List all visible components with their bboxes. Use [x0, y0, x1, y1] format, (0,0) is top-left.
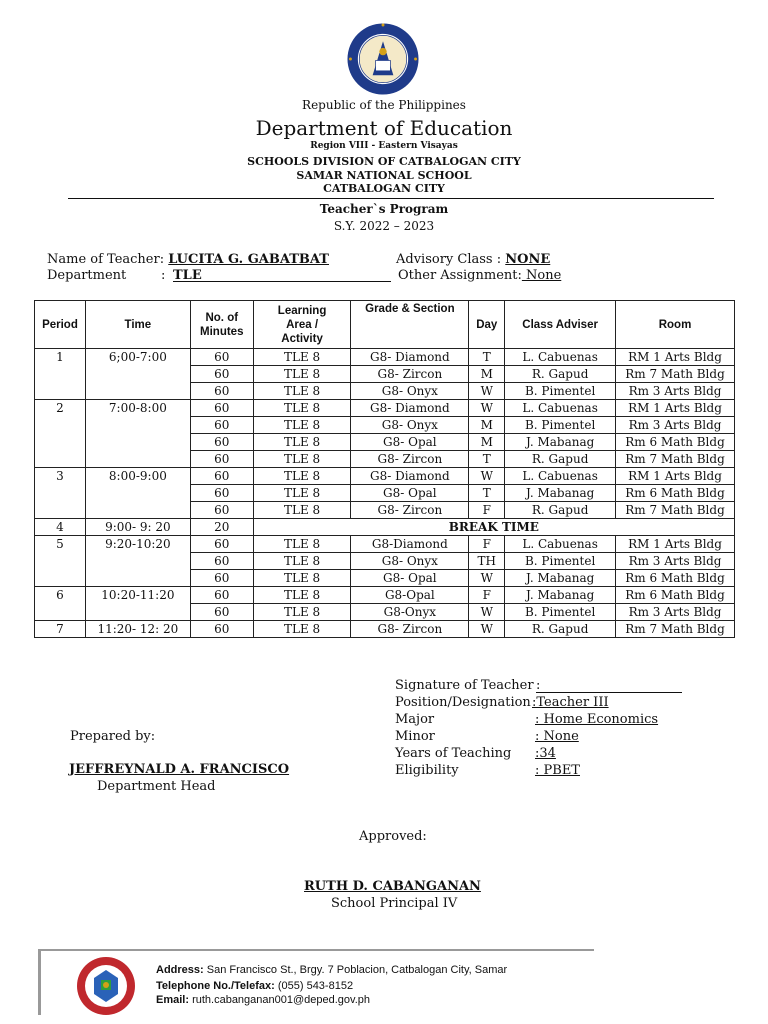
- cell-room: Rm 7 Math Bldg: [616, 366, 735, 383]
- cell-period: 1: [35, 349, 86, 366]
- cell-minutes: 60: [190, 587, 253, 604]
- approved-label: Approved:: [359, 829, 427, 844]
- school-seal-logo: [68, 956, 144, 1016]
- department-row: [47, 268, 202, 283]
- cell-time: [85, 570, 190, 587]
- department-title: Department of Education: [255, 116, 513, 140]
- cell-time: 8:00-9:00: [85, 468, 190, 485]
- cell-grade-section: G8- Opal: [351, 434, 469, 451]
- cell-time: 7:00-8:00: [85, 400, 190, 417]
- col-header-learning-area: Learning Area / Activity: [253, 301, 351, 349]
- footer-phone: Telephone No./Telefax: (055) 543-8152: [156, 980, 354, 992]
- cell-class-adviser: L. Cabuenas: [505, 349, 616, 366]
- cell-class-adviser: B. Pimentel: [505, 417, 616, 434]
- cell-room: Rm 3 Arts Bldg: [616, 417, 735, 434]
- cell-period: [35, 366, 86, 383]
- table-row: [35, 366, 735, 383]
- footer-email: Email: ruth.cabanganan001@deped.gov.ph: [156, 994, 371, 1006]
- cell-room: Rm 6 Math Bldg: [616, 485, 735, 502]
- region-line: Region VIII - Eastern Visayas: [310, 141, 458, 151]
- cell-learning-area: TLE 8: [253, 366, 351, 383]
- cell-room: Rm 3 Arts Bldg: [616, 383, 735, 400]
- cell-learning-area: TLE 8: [253, 621, 351, 638]
- cell-class-adviser: L. Cabuenas: [505, 400, 616, 417]
- signature-field-label: Major: [395, 712, 435, 727]
- other-assignment-label: Other Assignment:: [398, 268, 522, 283]
- col-header-class-adviser: Class Adviser: [505, 301, 616, 349]
- cell-time: [85, 417, 190, 434]
- signature-field-label: Years of Teaching: [395, 746, 512, 761]
- cell-grade-section: G8- Zircon: [351, 502, 469, 519]
- prepared-by-position: Department Head: [97, 779, 216, 794]
- cell-class-adviser: J. Mabanag: [505, 587, 616, 604]
- cell-time: [85, 383, 190, 400]
- cell-learning-area: TLE 8: [253, 434, 351, 451]
- cell-grade-section: G8-Diamond: [351, 536, 469, 553]
- signature-field-label: Minor: [395, 729, 435, 744]
- other-assignment-value: None: [521, 268, 562, 283]
- cell-break: BREAK TIME: [253, 519, 734, 536]
- cell-minutes: 60: [190, 383, 253, 400]
- table-row: [35, 587, 735, 604]
- cell-day: W: [469, 400, 505, 417]
- cell-class-adviser: L. Cabuenas: [505, 536, 616, 553]
- cell-time: [85, 366, 190, 383]
- cell-room: RM 1 Arts Bldg: [616, 468, 735, 485]
- cell-room: Rm 7 Math Bldg: [616, 621, 735, 638]
- cell-minutes: 60: [190, 400, 253, 417]
- teacher-name: LUCITA G. GABATBAT: [168, 252, 329, 267]
- cell-room: Rm 7 Math Bldg: [616, 451, 735, 468]
- cell-minutes: 60: [190, 417, 253, 434]
- cell-period: [35, 451, 86, 468]
- table-header-row: [35, 301, 735, 349]
- cell-day: T: [469, 349, 505, 366]
- cell-learning-area: TLE 8: [253, 553, 351, 570]
- cell-grade-section: G8- Opal: [351, 485, 469, 502]
- cell-grade-section: G8- Opal: [351, 570, 469, 587]
- department-label: Department: [47, 268, 127, 283]
- cell-time: 10:20-11:20: [85, 587, 190, 604]
- table-row: [35, 383, 735, 400]
- cell-time: 6;00-7:00: [85, 349, 190, 366]
- republic-line: Republic of the Philippines: [302, 98, 466, 112]
- cell-minutes: 60: [190, 553, 253, 570]
- cell-class-adviser: J. Mabanag: [505, 434, 616, 451]
- cell-learning-area: TLE 8: [253, 587, 351, 604]
- advisory-value: NONE: [505, 252, 551, 267]
- cell-time: [85, 502, 190, 519]
- cell-day: M: [469, 366, 505, 383]
- department-sep: :: [161, 268, 166, 283]
- cell-day: M: [469, 434, 505, 451]
- prepared-by-name: JEFFREYNALD A. FRANCISCO: [69, 762, 290, 777]
- approved-by-position: School Principal IV: [331, 896, 458, 911]
- cell-day: TH: [469, 553, 505, 570]
- col-header-room: Room: [616, 301, 735, 349]
- cell-period: [35, 485, 86, 502]
- cell-learning-area: TLE 8: [253, 485, 351, 502]
- cell-minutes: 60: [190, 434, 253, 451]
- cell-time: [85, 553, 190, 570]
- cell-time: [85, 451, 190, 468]
- cell-day: T: [469, 451, 505, 468]
- table-row: [35, 400, 735, 417]
- cell-minutes: 60: [190, 621, 253, 638]
- cell-room: Rm 6 Math Bldg: [616, 587, 735, 604]
- cell-period: 7: [35, 621, 86, 638]
- cell-minutes: 60: [190, 536, 253, 553]
- cell-minutes: 60: [190, 451, 253, 468]
- department-value: TLE: [173, 268, 391, 282]
- table-row: [35, 451, 735, 468]
- cell-class-adviser: B. Pimentel: [505, 604, 616, 621]
- cell-room: Rm 7 Math Bldg: [616, 502, 735, 519]
- cell-minutes: 60: [190, 468, 253, 485]
- cell-learning-area: TLE 8: [253, 604, 351, 621]
- cell-grade-section: G8- Diamond: [351, 400, 469, 417]
- cell-grade-section: G8- Onyx: [351, 417, 469, 434]
- cell-period: 2: [35, 400, 86, 417]
- cell-room: Rm 3 Arts Bldg: [616, 604, 735, 621]
- cell-grade-section: G8- Diamond: [351, 468, 469, 485]
- cell-day: T: [469, 485, 505, 502]
- cell-period: [35, 502, 86, 519]
- table-row: [35, 417, 735, 434]
- cell-room: RM 1 Arts Bldg: [616, 400, 735, 417]
- cell-grade-section: G8- Onyx: [351, 553, 469, 570]
- other-assignment-row: [398, 268, 561, 283]
- cell-minutes: 60: [190, 604, 253, 621]
- cell-day: W: [469, 383, 505, 400]
- cell-grade-section: G8- Zircon: [351, 621, 469, 638]
- signature-field-value: :: [536, 678, 682, 693]
- teacher-name-row: [47, 252, 329, 267]
- cell-day: F: [469, 536, 505, 553]
- approved-by-name: RUTH D. CABANGANAN: [304, 879, 481, 894]
- cell-room: Rm 3 Arts Bldg: [616, 553, 735, 570]
- cell-room: Rm 6 Math Bldg: [616, 434, 735, 451]
- signature-field-label: Position/Designation: [395, 695, 531, 710]
- cell-day: W: [469, 570, 505, 587]
- cell-learning-area: TLE 8: [253, 383, 351, 400]
- cell-learning-area: TLE 8: [253, 349, 351, 366]
- cell-day: W: [469, 621, 505, 638]
- cell-time: 9:00- 9: 20: [85, 519, 190, 536]
- deped-seal-logo: [346, 22, 420, 96]
- footer-address: Address: San Francisco St., Brgy. 7 Poblacion, Catbalogan City, Samar: [156, 964, 508, 976]
- cell-day: F: [469, 502, 505, 519]
- cell-class-adviser: B. Pimentel: [505, 383, 616, 400]
- cell-learning-area: TLE 8: [253, 400, 351, 417]
- col-header-day: Day: [469, 301, 505, 349]
- cell-grade-section: G8- Zircon: [351, 451, 469, 468]
- cell-room: RM 1 Arts Bldg: [616, 536, 735, 553]
- cell-day: W: [469, 468, 505, 485]
- cell-minutes: 60: [190, 570, 253, 587]
- cell-time: [85, 434, 190, 451]
- cell-grade-section: G8-Opal: [351, 587, 469, 604]
- division-line: SCHOOLS DIVISION OF CATBALOGAN CITY: [247, 155, 521, 168]
- teacher-name-label: Name of Teacher:: [47, 252, 165, 267]
- signature-field-value: : PBET: [535, 763, 580, 778]
- cell-period: 5: [35, 536, 86, 553]
- col-header-minutes: No. of Minutes: [190, 301, 253, 349]
- city-line: CATBALOGAN CITY: [323, 182, 445, 195]
- cell-minutes: 60: [190, 366, 253, 383]
- cell-class-adviser: J. Mabanag: [505, 485, 616, 502]
- col-header-grade-section: Grade & Section: [351, 301, 469, 349]
- table-row: [35, 502, 735, 519]
- table-row: [35, 468, 735, 485]
- cell-class-adviser: R. Gapud: [505, 502, 616, 519]
- cell-class-adviser: R. Gapud: [505, 451, 616, 468]
- advisory-row: [396, 252, 550, 267]
- cell-grade-section: G8- Zircon: [351, 366, 469, 383]
- cell-class-adviser: R. Gapud: [505, 366, 616, 383]
- table-row: [35, 604, 735, 621]
- cell-minutes: 60: [190, 485, 253, 502]
- table-row: [35, 519, 735, 536]
- teacher-program-table: [34, 300, 735, 638]
- footer-divider: [40, 949, 594, 951]
- cell-day: F: [469, 587, 505, 604]
- table-row: [35, 570, 735, 587]
- signature-field-value: : Home Economics: [535, 712, 659, 727]
- cell-room: Rm 6 Math Bldg: [616, 570, 735, 587]
- table-row: [35, 553, 735, 570]
- cell-period: [35, 553, 86, 570]
- cell-period: [35, 570, 86, 587]
- cell-learning-area: TLE 8: [253, 502, 351, 519]
- cell-class-adviser: J. Mabanag: [505, 570, 616, 587]
- cell-period: [35, 604, 86, 621]
- cell-time: 9:20-10:20: [85, 536, 190, 553]
- footer-vertical-bar: [38, 949, 41, 1015]
- program-title: Teacher`s Program: [319, 202, 449, 216]
- cell-day: W: [469, 604, 505, 621]
- cell-day: M: [469, 417, 505, 434]
- table-row: [35, 349, 735, 366]
- col-header-period: Period: [35, 301, 86, 349]
- cell-grade-section: G8- Onyx: [351, 383, 469, 400]
- cell-learning-area: TLE 8: [253, 536, 351, 553]
- cell-grade-section: G8- Diamond: [351, 349, 469, 366]
- cell-learning-area: TLE 8: [253, 417, 351, 434]
- cell-class-adviser: B. Pimentel: [505, 553, 616, 570]
- signature-field-label: Eligibility: [395, 763, 459, 778]
- cell-period: [35, 434, 86, 451]
- table-row: [35, 434, 735, 451]
- school-line: SAMAR NATIONAL SCHOOL: [296, 169, 472, 182]
- table-row: [35, 485, 735, 502]
- cell-period: 4: [35, 519, 86, 536]
- cell-time: [85, 485, 190, 502]
- signature-field-value: : None: [535, 729, 579, 744]
- cell-minutes: 60: [190, 502, 253, 519]
- cell-learning-area: TLE 8: [253, 468, 351, 485]
- table-row: [35, 536, 735, 553]
- signature-field-label: Signature of Teacher: [395, 678, 534, 693]
- cell-learning-area: TLE 8: [253, 570, 351, 587]
- cell-period: 3: [35, 468, 86, 485]
- header-divider: [68, 198, 714, 199]
- col-header-time: Time: [85, 301, 190, 349]
- cell-period: 6: [35, 587, 86, 604]
- cell-period: [35, 383, 86, 400]
- cell-minutes: 60: [190, 349, 253, 366]
- cell-class-adviser: R. Gapud: [505, 621, 616, 638]
- prepared-by-label: Prepared by:: [70, 729, 156, 744]
- cell-room: RM 1 Arts Bldg: [616, 349, 735, 366]
- table-row: [35, 621, 735, 638]
- cell-time: 11:20- 12: 20: [85, 621, 190, 638]
- signature-field-value: :Teacher III: [532, 695, 609, 710]
- cell-learning-area: TLE 8: [253, 451, 351, 468]
- cell-grade-section: G8-Onyx: [351, 604, 469, 621]
- signature-field-value: :34: [535, 746, 556, 761]
- cell-period: [35, 417, 86, 434]
- school-year: S.Y. 2022 – 2023: [333, 219, 435, 233]
- advisory-label: Advisory Class :: [396, 252, 502, 267]
- cell-class-adviser: L. Cabuenas: [505, 468, 616, 485]
- cell-minutes: 20: [190, 519, 253, 536]
- cell-time: [85, 604, 190, 621]
